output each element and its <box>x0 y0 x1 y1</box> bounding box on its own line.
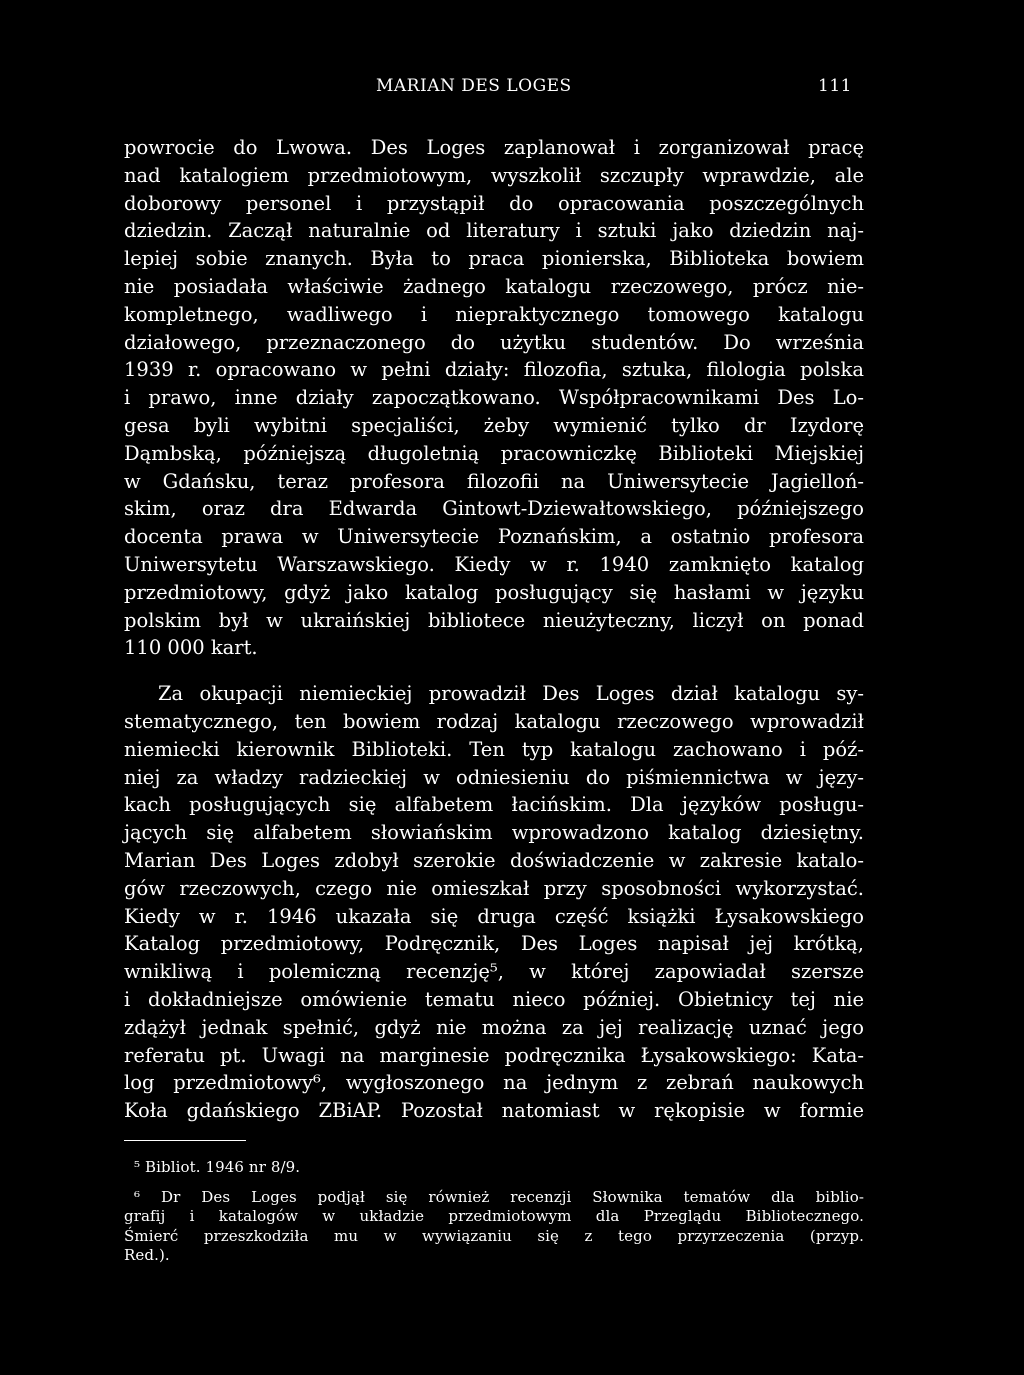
text-line: referatu pt. Uwagi na marginesie podręcznika Łysakowskiego: Kata- <box>124 1043 864 1067</box>
text-line: kompletnego, wadliwego i niepraktycznego tomowego katalogu <box>124 302 864 326</box>
text-line: niemiecki kierownik Biblioteki. Ten typ katalogu zachowano i póź- <box>124 737 864 761</box>
text-line: przedmiotowy, gdyż jako katalog posługujący się hasłami w języku <box>124 580 864 604</box>
footnote-line: Red.). <box>124 1246 170 1264</box>
text-line: skim, oraz dra Edwarda Gintowt-Dziewałtowskiego, późniejszego <box>124 497 864 521</box>
text-line: Dąmbską, późniejszą długoletnią pracowniczkę Biblioteki Miejskiej <box>124 441 864 465</box>
text-line: gów rzeczowych, czego nie omieszkał przy sposobności wykorzystać. <box>124 876 864 900</box>
text-line: 110 000 kart. <box>124 636 258 660</box>
text-line: i prawo, inne działy zapoczątkowano. Współpracownikami Des Lo- <box>124 386 864 410</box>
text-line: docenta prawa w Uniwersytecie Poznańskim, a ostatnio profesora <box>124 525 864 549</box>
text-line: powrocie do Lwowa. Des Loges zaplanował i zorganizował pracę <box>124 136 864 159</box>
text-line: polskim był w ukraińskiej bibliotece nieużyteczny, liczył on ponad <box>124 608 864 632</box>
text-line: kach posługujących się alfabetem łacińskim. Dla języków posługu- <box>124 793 864 817</box>
text-line: niej za władzy radzieckiej w odniesieniu do piśmiennictwa w języ- <box>124 765 864 789</box>
paragraph <box>124 680 864 1125</box>
paragraph <box>124 134 864 662</box>
text-line: Koła gdańskiego ZBiAP. Pozostał natomiast w rękopisie w formie <box>124 1099 864 1123</box>
running-title: MARIAN DES LOGES <box>376 76 572 96</box>
text-line: Kiedy w r. 1946 ukazała się druga część książki Łysakowskiego <box>124 904 864 928</box>
text-line: Uniwersytetu Warszawskiego. Kiedy w r. 1940 zamknięto katalog <box>124 552 864 576</box>
text-line: wnikliwą i polemiczną recenzję⁵, w której zapowiadał szersze <box>124 960 864 984</box>
text-line: 1939 r. opracowano w pełni działy: filozofia, sztuka, filologia polska <box>124 358 864 382</box>
text-line: działowego, przeznaczonego do użytku studentów. Do września <box>124 330 864 354</box>
text-line: gesa byli wybitni specjaliści, żeby wymienić tylko dr Izydorę <box>124 413 864 437</box>
text-line: lepiej sobie znanych. Była to praca pionierska, Biblioteka bowiem <box>124 247 864 271</box>
text-line: dziedzin. Zaczął naturalnie od literatury i sztuki jako dziedzin naj- <box>124 219 864 243</box>
footnote-line: ⁶ Dr Des Loges podjął się również recenzji Słownika tematów dla biblio- <box>134 1187 864 1206</box>
footnote-line: Śmierć przeszkodziła mu w wywiązaniu się z tego przyrzeczenia (przyp. <box>124 1226 864 1245</box>
text-line: w Gdańsku, teraz profesora filozofii na Uniwersytecie Jagielloń- <box>124 469 864 493</box>
text-line: Za okupacji niemieckiej prowadził Des Loges dział katalogu sy- <box>158 682 864 706</box>
footnote-rule <box>124 1140 246 1141</box>
text-line: Marian Des Loges zdobył szerokie doświadczenie w zakresie katalo- <box>124 848 864 872</box>
text-line: i dokładniejsze omówienie tematu nieco później. Obietnicy tej nie <box>124 987 864 1011</box>
footnote-line: grafij i katalogów w układzie przedmiotowym dla Przeglądu Bibliotecznego. <box>124 1207 864 1225</box>
footnote-line: ⁵ Bibliot. 1946 nr 8/9. <box>134 1158 301 1176</box>
text-line: zdążył jednak spełnić, gdyż nie można za jej realizację uznać jego <box>124 1015 864 1039</box>
text-line: stematycznego, ten bowiem rodzaj katalogu rzeczowego wprowadził <box>124 709 864 733</box>
page-number: 111 <box>818 76 852 96</box>
footnote <box>124 1158 864 1178</box>
footnotes <box>124 1158 864 1266</box>
text-line: nie posiadała właściwie żadnego katalogu rzeczowego, prócz nie- <box>124 274 864 298</box>
footnote <box>124 1188 864 1266</box>
text-line: nad katalogiem przedmiotowym, wyszkolił szczupły wprawdzie, ale <box>124 163 864 187</box>
text-line: log przedmiotowy⁶, wygłoszonego na jednym z zebrań naukowych <box>124 1071 864 1095</box>
text-line: jących się alfabetem słowiańskim wprowadzono katalog dziesiętny. <box>124 821 864 845</box>
text-line: Katalog przedmiotowy, Podręcznik, Des Loges napisał jej krótką, <box>124 932 864 956</box>
text-line: doborowy personel i przystąpił do opracowania poszczególnych <box>124 191 864 215</box>
body-text <box>124 134 864 1125</box>
